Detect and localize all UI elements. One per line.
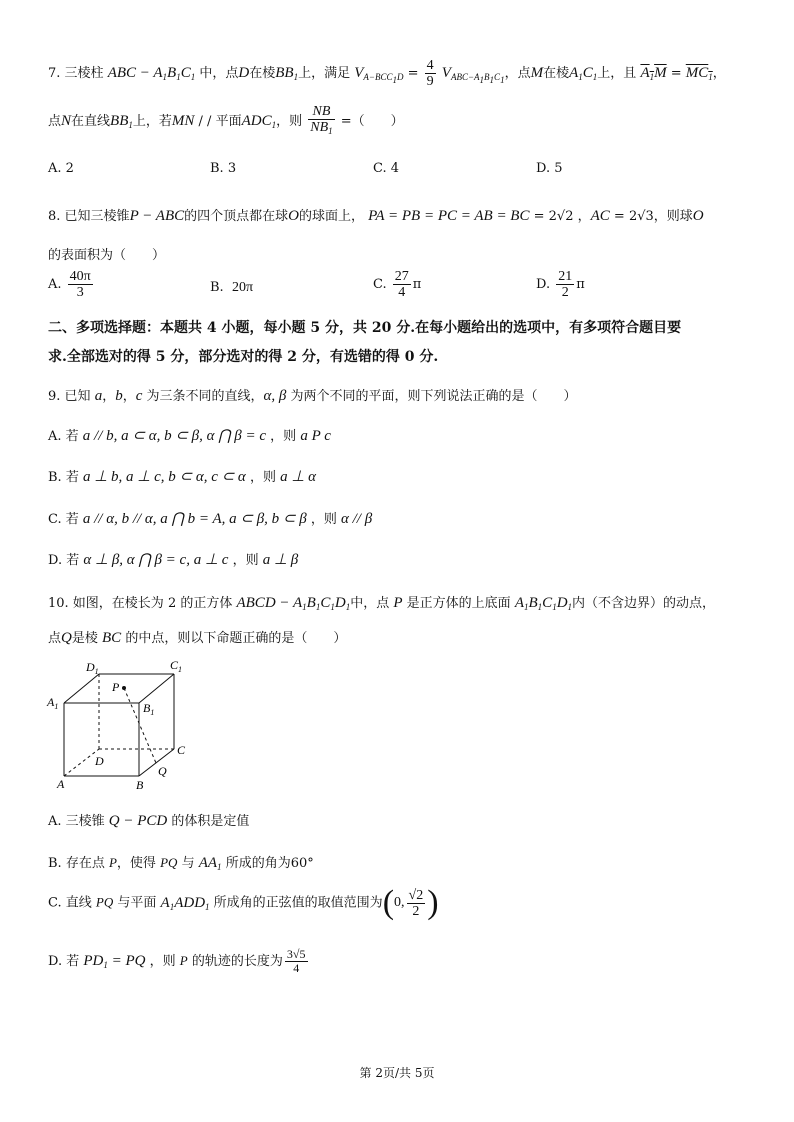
q7-number: 7. bbox=[48, 66, 61, 81]
q8-option-a: A. $\frac{40\pi}{3}$ bbox=[48, 269, 91, 300]
q7-line2: 点N在直线$BB_1$上，若MN / / 平面$ADC_1$，则 $\frac{NB}{NB_1}$ =（ ） bbox=[48, 104, 404, 136]
q10-option-a: A. 三棱锥 Q − PCD 的体积是定值 bbox=[48, 813, 250, 829]
page-footer: 第 2页/共 5页 bbox=[359, 1066, 435, 1080]
q8-option-b: B. 20π bbox=[210, 280, 254, 295]
edge-a1d1 bbox=[64, 674, 99, 703]
q7-line1: 7. 三棱柱 ABC − $A_1B_1C_1$ 中，点D在棱$BB_1$上，满足 $V_{A-BCC_1D}$ = $\frac{4}{9}$ $V_{ABC-A_1B_1C_1}$，点M在棱$A_1C_1$上，且 $A_1M = MC_1$， bbox=[48, 58, 726, 89]
q10-option-d: D. 若 $PD_1$ = PQ ，则 P 的轨迹的长度为 $\frac{3√5}{4}$ bbox=[48, 947, 306, 975]
q7-option-a: A. 2 bbox=[48, 161, 74, 176]
label-b1: $B_1$ bbox=[143, 701, 155, 717]
label-q: Q bbox=[158, 764, 167, 778]
label-d: D bbox=[95, 754, 104, 768]
q9-stem: 9. 已知 a，b，c 为三条不同的直线，α, β 为两个不同的平面，则下列说法正确的是（ ） bbox=[48, 388, 577, 404]
point-p bbox=[122, 686, 126, 690]
q9-option-c: C. 若 a // α, b // α, a ⋂ b = A, a ⊂ β, b ⊂ β ，则 α // β bbox=[48, 511, 373, 527]
q7-option-b: B. 3 bbox=[210, 161, 237, 176]
q8-line1: 8. 已知三棱锥P − ABC的四个顶点都在球O的球面上， PA = PB = PC = AB = BC = 2√2 ，AC = 2√3，则球O bbox=[48, 208, 704, 224]
section-heading-line2: 求.全部选对的得 5 分，部分选对的得 2 分，有选错的得 0 分. bbox=[48, 349, 439, 365]
edge-ad-hidden bbox=[64, 749, 99, 776]
cube-figure bbox=[44, 656, 194, 796]
segment-pq bbox=[124, 688, 156, 763]
q7-option-c: C. 4 bbox=[373, 161, 400, 176]
q9-option-a: A. 若 a // b, a ⊂ α, b ⊂ β, α ⋂ β = c ，则 a P c bbox=[48, 428, 331, 444]
q10-option-b: B. 存在点 P，使得 PQ 与 $AA_1$ 所成的角为60° bbox=[48, 855, 314, 872]
q9-option-d: D. 若 α ⊥ β, α ⋂ β = c, a ⊥ c ，则 a ⊥ β bbox=[48, 552, 299, 568]
q7-option-d: D. 5 bbox=[536, 161, 563, 176]
label-a: A bbox=[57, 777, 65, 791]
edge-bc bbox=[139, 749, 174, 776]
label-d1: $D_1$ bbox=[86, 660, 99, 676]
label-c: C bbox=[177, 743, 186, 757]
q9-option-b: B. 若 a ⊥ b, a ⊥ c, b ⊂ α, c ⊂ α ，则 a ⊥ α bbox=[48, 469, 317, 485]
q8-option-d: D. $\frac{21}{2}$ π bbox=[536, 269, 585, 300]
q8-option-c: C. $\frac{27}{4}$ π bbox=[373, 269, 422, 300]
q10-option-c: C. 直线 PQ 与平面 $A_1ADD_1$ 所成角的正弦值的取值范围为(0, $\frac{√2}{2}$ ) bbox=[48, 884, 439, 921]
section-heading-line1: 二、多项选择题：本题共 4 小题，每小题 5 分，共 20 分.在每小题给出的选项中，有多项符合题目要 bbox=[48, 320, 682, 336]
label-c1: $C_1$ bbox=[170, 658, 183, 674]
q10-line1: 10. 如图，在棱长为 2 的正方体 ABCD − $A_1B_1C_1D_1$中，点 P 是正方体的上底面 $A_1B_1C_1D_1$内（不含边界）的动点， bbox=[48, 595, 716, 612]
q8-line2: 的表面积为（ ） bbox=[48, 248, 166, 263]
label-b: B bbox=[136, 778, 144, 792]
label-p: P bbox=[112, 680, 120, 694]
edge-b1c1 bbox=[139, 674, 174, 703]
q10-line2: 点Q是棱 BC 的中点，则以下命题正确的是（ ） bbox=[48, 630, 347, 646]
label-a1: $A_1$ bbox=[47, 695, 59, 711]
